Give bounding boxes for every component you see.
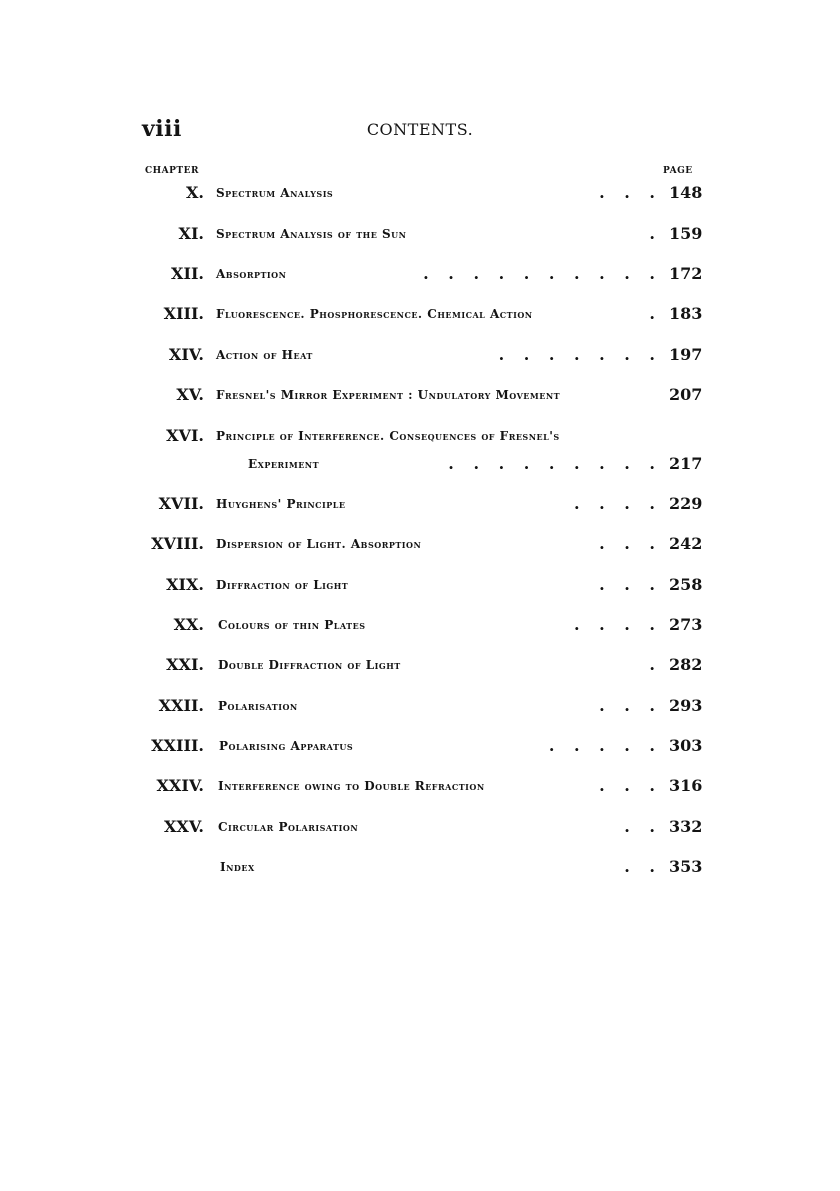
chapter-title: Huyghens' Principle	[216, 497, 346, 511]
chapter-title: Spectrum Analysis	[216, 186, 334, 200]
dot-leader: . .	[624, 857, 662, 876]
toc-entry	[0, 426, 840, 450]
toc-entry	[0, 615, 840, 639]
dot-leader: . . . . . . . . . .	[423, 264, 662, 283]
toc-entry	[0, 857, 840, 881]
chapter-number: XIX.	[166, 575, 204, 594]
page-ref: 183	[669, 304, 703, 323]
chapter-number: XXII.	[158, 696, 204, 715]
chapter-number: X.	[186, 183, 204, 202]
toc-entry	[0, 494, 840, 518]
chapter-title: Double Diffraction of Light	[218, 658, 401, 672]
dot-leader: . . . .	[574, 615, 662, 634]
toc-entry	[0, 264, 840, 288]
chapter-title: Experiment	[248, 457, 320, 471]
toc-entry	[0, 776, 840, 800]
chapter-number: XII.	[171, 264, 204, 283]
page-ref: 172	[669, 264, 703, 283]
chapter-number: XIII.	[163, 304, 204, 323]
page-ref: 207	[669, 385, 703, 404]
chapter-number: XX.	[173, 615, 204, 634]
chapter-title: Dispersion of Light. Absorption	[216, 537, 422, 551]
toc-entry	[0, 736, 840, 760]
page-column-heading: PAGE	[663, 166, 693, 176]
page-ref: 303	[669, 736, 703, 755]
chapter-number: XV.	[176, 385, 204, 404]
toc-entry-continuation	[0, 454, 840, 478]
toc-entry	[0, 655, 840, 679]
chapter-number: XVII.	[158, 494, 204, 513]
chapter-column-heading: CHAPTER	[145, 166, 199, 176]
chapter-title: Fluorescence. Phosphorescence. Chemical Action	[216, 307, 533, 321]
chapter-title: Fresnel's Mirror Experiment : Undulatory Movement	[216, 388, 561, 402]
chapter-title: Diffraction of Light	[216, 578, 349, 592]
page-ref: 159	[669, 224, 703, 243]
chapter-title: Principle of Interference. Consequences of Fresnel's	[216, 429, 560, 443]
dot-leader: . . . .	[574, 494, 662, 513]
toc-entry	[0, 575, 840, 599]
toc-entry	[0, 534, 840, 558]
toc-entry	[0, 304, 840, 328]
chapter-title: Absorption	[216, 267, 287, 281]
chapter-title: Spectrum Analysis of the Sun	[216, 227, 407, 241]
chapter-number: XXV.	[163, 817, 204, 836]
page-ref: 197	[669, 345, 703, 364]
chapter-number: XI.	[178, 224, 204, 243]
chapter-number: XXIII.	[151, 736, 204, 755]
toc-entry	[0, 817, 840, 841]
toc-entry	[0, 345, 840, 369]
dot-leader: . . . . . . .	[498, 345, 662, 364]
dot-leader: . . .	[599, 575, 662, 594]
dot-leader: . . . . . . . . .	[448, 454, 662, 473]
page-ref: 242	[669, 534, 703, 553]
dot-leader: . . .	[599, 534, 662, 553]
dot-leader: . . .	[599, 776, 662, 795]
page-ref: 293	[669, 696, 703, 715]
dot-leader: . . . . .	[548, 736, 662, 755]
page-ref: 258	[669, 575, 703, 594]
dot-leader: .	[649, 655, 662, 674]
page-ref: 282	[669, 655, 703, 674]
page-ref: 332	[669, 817, 703, 836]
dot-leader: .	[649, 224, 662, 243]
dot-leader: .	[649, 304, 662, 323]
chapter-number: XVI.	[166, 426, 204, 445]
toc-entry	[0, 696, 840, 720]
chapter-title: Interference owing to Double Refraction	[218, 779, 485, 793]
page-number: viii	[142, 116, 182, 142]
dot-leader: . . .	[599, 183, 662, 202]
chapter-title: Polarisation	[218, 699, 298, 713]
chapter-title: Colours of thin Plates	[218, 618, 366, 632]
page-ref: 273	[669, 615, 703, 634]
chapter-title: Index	[220, 860, 255, 874]
toc-entry	[0, 183, 840, 207]
chapter-title: Circular Polarisation	[218, 820, 359, 834]
page-ref: 217	[669, 454, 703, 473]
chapter-title: Action of Heat	[216, 348, 313, 362]
chapter-title: Polarising Apparatus	[219, 739, 354, 753]
page-ref: 148	[669, 183, 703, 202]
dot-leader: . . .	[599, 696, 662, 715]
page-ref: 353	[669, 857, 703, 876]
dot-leader: . .	[624, 817, 662, 836]
chapter-number: XIV.	[168, 345, 204, 364]
chapter-number: XXIV.	[156, 776, 204, 795]
page-ref: 316	[669, 776, 703, 795]
chapter-number: XVIII.	[151, 534, 204, 553]
toc-entry	[0, 224, 840, 248]
running-title: CONTENTS.	[366, 120, 474, 139]
chapter-number: XXI.	[166, 655, 204, 674]
toc-entry	[0, 385, 840, 409]
page-ref: 229	[669, 494, 703, 513]
